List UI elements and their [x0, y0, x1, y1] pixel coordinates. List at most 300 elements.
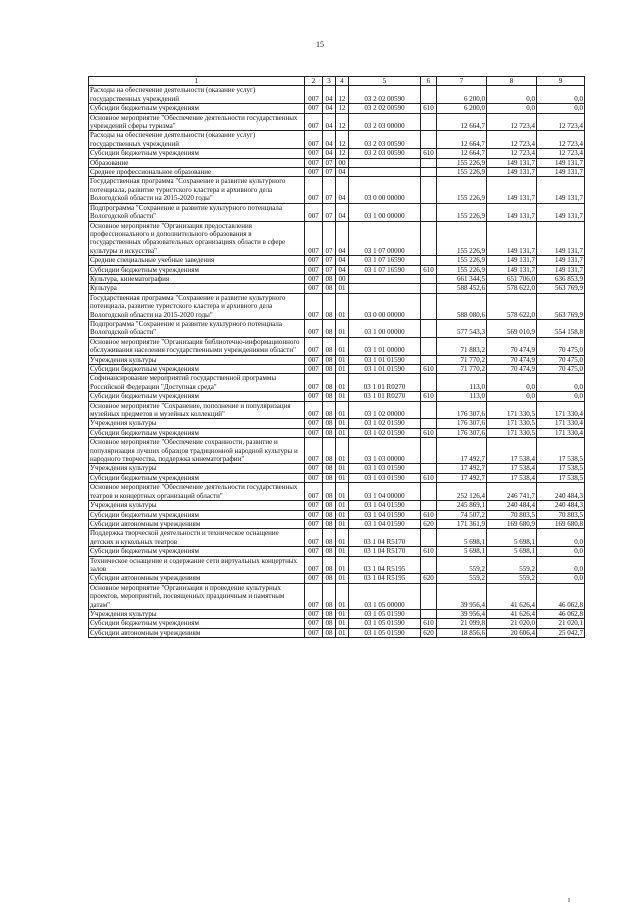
expense-type — [421, 556, 437, 574]
table-row — [89, 319, 585, 337]
amount-2019: 169 680,9 — [487, 519, 537, 528]
subsection-code: 01 — [336, 619, 349, 628]
table-row — [89, 113, 585, 131]
ministry-code: 007 — [305, 401, 323, 419]
ministry-code: 007 — [305, 177, 323, 203]
target-article: 03 0 00 00000 — [349, 293, 421, 319]
amount-2018: 12 664,7 — [437, 131, 487, 149]
amount-2019: 41 626,4 — [487, 583, 537, 609]
ministry-code: 007 — [305, 355, 323, 364]
expense-type — [421, 438, 437, 464]
header-cell: 8 — [487, 77, 537, 86]
target-article: 03 1 07 00000 — [349, 221, 421, 256]
amount-2019: 20 606,4 — [487, 628, 537, 637]
amount-2020: 46 062,8 — [537, 583, 585, 609]
table-row — [89, 628, 585, 637]
amount-2019: 70 803,5 — [487, 510, 537, 519]
expense-type — [421, 113, 437, 131]
target-article: 03 1 01 R0270 — [349, 374, 421, 392]
section-code: 08 — [323, 483, 336, 501]
table-row — [89, 464, 585, 473]
subsection-code: 01 — [336, 438, 349, 464]
subsection-code: 04 — [336, 177, 349, 203]
amount-2019: 651 706,0 — [487, 274, 537, 283]
section-code: 08 — [323, 574, 336, 583]
amount-2019: 5 698,1 — [487, 547, 537, 556]
amount-2020: 25 042,7 — [537, 628, 585, 637]
amount-2019: 21 020,0 — [487, 619, 537, 628]
target-article: 03 1 03 01590 — [349, 464, 421, 473]
ministry-code: 007 — [305, 131, 323, 149]
amount-2019: 569 010,9 — [487, 319, 537, 337]
subsection-code: 01 — [336, 473, 349, 482]
subsection-code: 01 — [336, 501, 349, 510]
name-cell: Софинансирование мероприятий государственной программы Российской Федерации "Доступная среда" — [89, 374, 305, 392]
subsection-code: 01 — [336, 464, 349, 473]
expense-type: 610 — [421, 265, 437, 274]
amount-2019: 240 484,4 — [487, 501, 537, 510]
section-code: 07 — [323, 265, 336, 274]
target-article: 03 2 03 00590 — [349, 131, 421, 149]
subsection-code: 01 — [336, 510, 349, 519]
target-article: 03 1 02 01590 — [349, 419, 421, 428]
amount-2018: 245 869,1 — [437, 501, 487, 510]
name-cell: Средние специальные учебные заведения — [89, 256, 305, 265]
target-article: 03 1 04 01590 — [349, 519, 421, 528]
amount-2018: 5 698,1 — [437, 547, 487, 556]
amount-2019: 149 131,7 — [487, 203, 537, 221]
section-code: 04 — [323, 113, 336, 131]
expense-type — [421, 177, 437, 203]
table-row — [89, 149, 585, 158]
expense-type — [421, 609, 437, 618]
amount-2019: 149 131,7 — [487, 256, 537, 265]
name-cell: Расходы на обеспечение деятельности (оказание услуг) государственных учреждений — [89, 131, 305, 149]
subsection-code: 01 — [336, 401, 349, 419]
amount-2019: 17 538,4 — [487, 464, 537, 473]
amount-2018: 71 770,2 — [437, 365, 487, 374]
name-cell: Субсидии бюджетным учреждениям — [89, 104, 305, 113]
amount-2020: 149 131,7 — [537, 221, 585, 256]
target-article: 03 2 02 00590 — [349, 86, 421, 104]
amount-2019: 149 131,7 — [487, 168, 537, 177]
expense-type — [421, 284, 437, 293]
table-row — [89, 438, 585, 464]
subsection-code: 01 — [336, 419, 349, 428]
table-row — [89, 619, 585, 628]
target-article — [349, 284, 421, 293]
ministry-code: 007 — [305, 574, 323, 583]
amount-2018: 113,0 — [437, 392, 487, 401]
section-code: 08 — [323, 428, 336, 437]
subsection-code: 04 — [336, 203, 349, 221]
section-code: 08 — [323, 355, 336, 364]
name-cell: Основное мероприятие "Организация предоставления профессионального и дополнительного образования в государственных образовательных организациях области в сфере культуры и искусства" — [89, 221, 305, 256]
amount-2019: 0,0 — [487, 104, 537, 113]
amount-2020: 0,0 — [537, 529, 585, 547]
subsection-code: 12 — [336, 86, 349, 104]
amount-2018: 5 698,1 — [437, 529, 487, 547]
table-row — [89, 501, 585, 510]
name-cell: Культура — [89, 284, 305, 293]
ministry-code: 007 — [305, 337, 323, 355]
section-code: 08 — [323, 628, 336, 637]
header-cell: 5 — [349, 77, 421, 86]
name-cell: Учреждения культуры — [89, 464, 305, 473]
amount-2018: 17 492,7 — [437, 473, 487, 482]
name-cell: Учреждения культуры — [89, 609, 305, 618]
expense-type — [421, 583, 437, 609]
page-number: 15 — [316, 40, 324, 49]
table-row — [89, 556, 585, 574]
name-cell: Расходы на обеспечение деятельности (оказание услуг) государственных учреждений — [89, 86, 305, 104]
name-cell: Основное мероприятие "Обеспечение деятельности государственных театров и концертных организаций области" — [89, 483, 305, 501]
name-cell: Образование — [89, 158, 305, 167]
section-code: 08 — [323, 519, 336, 528]
subsection-code: 01 — [336, 392, 349, 401]
expense-type: 620 — [421, 519, 437, 528]
section-code: 07 — [323, 221, 336, 256]
amount-2020: 0,0 — [537, 392, 585, 401]
amount-2019: 0,0 — [487, 374, 537, 392]
subsection-code: 01 — [336, 374, 349, 392]
subsection-code: 04 — [336, 256, 349, 265]
target-article: 03 1 01 R0270 — [349, 392, 421, 401]
amount-2020: 17 538,5 — [537, 473, 585, 482]
table-row — [89, 510, 585, 519]
expense-type: 610 — [421, 104, 437, 113]
amount-2019: 149 131,7 — [487, 158, 537, 167]
ministry-code: 007 — [305, 628, 323, 637]
target-article: 03 2 03 00590 — [349, 149, 421, 158]
expense-type — [421, 274, 437, 283]
ministry-code: 007 — [305, 438, 323, 464]
amount-2019: 12 723,4 — [487, 113, 537, 131]
amount-2018: 71 883,2 — [437, 337, 487, 355]
name-cell: Субсидии бюджетным учреждениям — [89, 265, 305, 274]
expense-type: 610 — [421, 149, 437, 158]
amount-2019: 5 698,1 — [487, 529, 537, 547]
subsection-code: 12 — [336, 149, 349, 158]
target-article — [349, 274, 421, 283]
amount-2020: 171 330,4 — [537, 401, 585, 419]
target-article: 03 1 01 01590 — [349, 365, 421, 374]
name-cell: Субсидии бюджетным учреждениям — [89, 149, 305, 158]
subsection-code: 04 — [336, 221, 349, 256]
section-code: 08 — [323, 583, 336, 609]
expense-type — [421, 221, 437, 256]
amount-2018: 155 226,9 — [437, 221, 487, 256]
section-code: 07 — [323, 177, 336, 203]
target-article: 03 2 02 00590 — [349, 104, 421, 113]
subsection-code: 12 — [336, 113, 349, 131]
expense-type — [421, 501, 437, 510]
amount-2020: 240 484,3 — [537, 483, 585, 501]
section-code: 08 — [323, 284, 336, 293]
ministry-code: 007 — [305, 104, 323, 113]
expense-type — [421, 464, 437, 473]
amount-2019: 0,0 — [487, 392, 537, 401]
amount-2019: 171 330,5 — [487, 419, 537, 428]
amount-2020: 70 803,5 — [537, 510, 585, 519]
table-row — [89, 337, 585, 355]
ministry-code: 007 — [305, 510, 323, 519]
corner-mark: I — [568, 898, 570, 904]
ministry-code: 007 — [305, 529, 323, 547]
amount-2020: 12 723,4 — [537, 113, 585, 131]
subsection-code: 01 — [336, 556, 349, 574]
ministry-code: 007 — [305, 149, 323, 158]
expense-type — [421, 86, 437, 104]
expense-type — [421, 319, 437, 337]
amount-2020: 149 131,7 — [537, 168, 585, 177]
amount-2018: 559,2 — [437, 556, 487, 574]
ministry-code: 007 — [305, 374, 323, 392]
budget-table — [88, 76, 585, 638]
ministry-code: 007 — [305, 203, 323, 221]
name-cell: Среднее профессиональное образование — [89, 168, 305, 177]
table-row — [89, 483, 585, 501]
amount-2019: 149 131,7 — [487, 177, 537, 203]
table-row — [89, 574, 585, 583]
amount-2020: 0,0 — [537, 556, 585, 574]
section-code: 08 — [323, 438, 336, 464]
name-cell: Субсидии бюджетным учреждениям — [89, 365, 305, 374]
name-cell: Основное мероприятие "Организация библиотечно-информационного обслуживания населения государственными учреждениями области" — [89, 337, 305, 355]
ministry-code: 007 — [305, 519, 323, 528]
name-cell: Поддержка творческой деятельности и техническое оснащение детских и кукольных театров — [89, 529, 305, 547]
table-row — [89, 274, 585, 283]
name-cell: Основное мероприятие "Сохранение, пополнение и популяризация музейных предметов и музейных коллекций" — [89, 401, 305, 419]
subsection-code: 04 — [336, 265, 349, 274]
expense-type: 610 — [421, 619, 437, 628]
amount-2019: 578 622,0 — [487, 284, 537, 293]
amount-2018: 176 307,6 — [437, 401, 487, 419]
amount-2018: 71 770,2 — [437, 355, 487, 364]
target-article: 03 1 04 R5195 — [349, 556, 421, 574]
section-code: 07 — [323, 203, 336, 221]
ministry-code: 007 — [305, 86, 323, 104]
section-code: 08 — [323, 556, 336, 574]
section-code: 08 — [323, 392, 336, 401]
amount-2020: 17 538,5 — [537, 438, 585, 464]
expense-type — [421, 374, 437, 392]
amount-2019: 70 474,9 — [487, 337, 537, 355]
name-cell: Основное мероприятие "Обеспечение сохранности, развитие и популяризация лучших образцов традиционной народной культуры и народного творчества, поддержка кинематографии" — [89, 438, 305, 464]
table-row — [89, 265, 585, 274]
amount-2019: 41 626,4 — [487, 609, 537, 618]
amount-2020: 70 475,0 — [537, 337, 585, 355]
name-cell: Учреждения культуры — [89, 419, 305, 428]
table-row — [89, 221, 585, 256]
table-row — [89, 203, 585, 221]
target-article: 03 1 07 16590 — [349, 265, 421, 274]
amount-2018: 155 226,9 — [437, 256, 487, 265]
amount-2020: 149 131,7 — [537, 265, 585, 274]
subsection-code: 01 — [336, 337, 349, 355]
amount-2018: 171 361,9 — [437, 519, 487, 528]
expense-type: 610 — [421, 547, 437, 556]
target-article — [349, 158, 421, 167]
table-row — [89, 293, 585, 319]
table-row — [89, 104, 585, 113]
subsection-code: 01 — [336, 483, 349, 501]
amount-2019: 149 131,7 — [487, 221, 537, 256]
expense-type: 620 — [421, 628, 437, 637]
target-article: 03 1 05 01590 — [349, 628, 421, 637]
table-header-row — [89, 77, 585, 86]
section-code: 08 — [323, 293, 336, 319]
amount-2018: 176 307,6 — [437, 428, 487, 437]
amount-2018: 176 307,6 — [437, 419, 487, 428]
table-row — [89, 547, 585, 556]
amount-2018: 113,0 — [437, 374, 487, 392]
expense-type — [421, 483, 437, 501]
amount-2020: 17 538,5 — [537, 464, 585, 473]
ministry-code: 007 — [305, 547, 323, 556]
amount-2018: 12 664,7 — [437, 113, 487, 131]
subsection-code: 04 — [336, 168, 349, 177]
subsection-code: 01 — [336, 609, 349, 618]
ministry-code: 007 — [305, 609, 323, 618]
section-code: 08 — [323, 609, 336, 618]
amount-2020: 149 131,7 — [537, 256, 585, 265]
target-article: 03 1 07 16590 — [349, 256, 421, 265]
table-row — [89, 177, 585, 203]
amount-2020: 0,0 — [537, 86, 585, 104]
header-cell: 2 — [305, 77, 323, 86]
section-code: 08 — [323, 274, 336, 283]
table-row — [89, 284, 585, 293]
ministry-code: 007 — [305, 483, 323, 501]
subsection-code: 01 — [336, 529, 349, 547]
target-article: 03 1 02 00000 — [349, 401, 421, 419]
ministry-code: 007 — [305, 284, 323, 293]
section-code: 08 — [323, 619, 336, 628]
amount-2019: 12 723,4 — [487, 149, 537, 158]
expense-type — [421, 168, 437, 177]
target-article: 03 1 02 01590 — [349, 428, 421, 437]
amount-2018: 155 226,9 — [437, 177, 487, 203]
subsection-code: 01 — [336, 355, 349, 364]
ministry-code: 007 — [305, 113, 323, 131]
target-article: 03 1 04 01590 — [349, 510, 421, 519]
amount-2020: 70 475,0 — [537, 355, 585, 364]
amount-2018: 661 344,5 — [437, 274, 487, 283]
amount-2020: 149 131,7 — [537, 177, 585, 203]
target-article: 03 1 05 01590 — [349, 619, 421, 628]
amount-2020: 12 723,4 — [537, 131, 585, 149]
amount-2018: 155 226,9 — [437, 203, 487, 221]
target-article: 03 1 04 00000 — [349, 483, 421, 501]
target-article: 03 1 04 R5170 — [349, 529, 421, 547]
expense-type: 610 — [421, 473, 437, 482]
amount-2018: 252 126,4 — [437, 483, 487, 501]
section-code: 08 — [323, 419, 336, 428]
section-code: 08 — [323, 501, 336, 510]
target-article: 03 0 00 00000 — [349, 177, 421, 203]
name-cell: Техническое оснащение и содержание сети виртуальных концертных залов — [89, 556, 305, 574]
amount-2019: 559,2 — [487, 556, 537, 574]
table-row — [89, 419, 585, 428]
table-row — [89, 529, 585, 547]
amount-2019: 149 131,7 — [487, 265, 537, 274]
subsection-code: 01 — [336, 319, 349, 337]
ministry-code: 007 — [305, 392, 323, 401]
amount-2020: 171 330,4 — [537, 428, 585, 437]
amount-2018: 588 452,6 — [437, 284, 487, 293]
ministry-code: 007 — [305, 256, 323, 265]
amount-2019: 578 622,0 — [487, 293, 537, 319]
amount-2018: 17 492,7 — [437, 464, 487, 473]
amount-2020: 0,0 — [537, 547, 585, 556]
ministry-code: 007 — [305, 464, 323, 473]
section-code: 07 — [323, 168, 336, 177]
target-article: 03 1 03 00000 — [349, 438, 421, 464]
name-cell: Субсидии бюджетным учреждениям — [89, 619, 305, 628]
subsection-code: 00 — [336, 158, 349, 167]
amount-2020: 21 020,1 — [537, 619, 585, 628]
name-cell: Учреждения культуры — [89, 355, 305, 364]
header-cell: 3 — [323, 77, 336, 86]
amount-2018: 559,2 — [437, 574, 487, 583]
header-cell: 1 — [89, 77, 305, 86]
subsection-code: 12 — [336, 131, 349, 149]
ministry-code: 007 — [305, 501, 323, 510]
amount-2018: 6 200,0 — [437, 104, 487, 113]
amount-2019: 171 330,5 — [487, 428, 537, 437]
target-article: 03 1 04 01590 — [349, 501, 421, 510]
name-cell: Подпрограмма "Сохранение и развитие культурного потенциала Вологодской области" — [89, 319, 305, 337]
amount-2018: 17 492,7 — [437, 438, 487, 464]
name-cell: Подпрограмма "Сохранение и развитие культурного потенциала Вологодской области" — [89, 203, 305, 221]
name-cell: Субсидии автономным учреждениям — [89, 519, 305, 528]
amount-2020: 169 680,8 — [537, 519, 585, 528]
amount-2020: 563 769,9 — [537, 284, 585, 293]
amount-2020: 0,0 — [537, 374, 585, 392]
name-cell: Государственная программа "Сохранение и развитие культурного потенциала, развитие туристского кластера и архивного дела Вологодской области на 2015-2020 годы" — [89, 293, 305, 319]
ministry-code: 007 — [305, 158, 323, 167]
name-cell: Субсидии бюджетным учреждениям — [89, 547, 305, 556]
target-article: 03 1 03 01590 — [349, 473, 421, 482]
section-code: 04 — [323, 86, 336, 104]
section-code: 07 — [323, 158, 336, 167]
section-code: 08 — [323, 464, 336, 473]
amount-2020: 0,0 — [537, 574, 585, 583]
header-cell: 7 — [437, 77, 487, 86]
expense-type — [421, 293, 437, 319]
amount-2019: 12 723,4 — [487, 131, 537, 149]
table-row — [89, 583, 585, 609]
section-code: 04 — [323, 131, 336, 149]
name-cell: Основное мероприятие "Организация и проведение культурных проектов, мероприятий, посвященных праздничным и памятным датам" — [89, 583, 305, 609]
subsection-code: 01 — [336, 365, 349, 374]
section-code: 08 — [323, 529, 336, 547]
section-code: 08 — [323, 547, 336, 556]
target-article: 03 1 00 00000 — [349, 203, 421, 221]
amount-2019: 17 538,4 — [487, 438, 537, 464]
ministry-code: 007 — [305, 473, 323, 482]
section-code: 04 — [323, 149, 336, 158]
target-article: 03 1 05 00000 — [349, 583, 421, 609]
amount-2018: 39 956,4 — [437, 583, 487, 609]
section-code: 04 — [323, 104, 336, 113]
name-cell: Субсидии автономным учреждениям — [89, 574, 305, 583]
amount-2018: 39 956,4 — [437, 609, 487, 618]
amount-2020: 12 723,4 — [537, 149, 585, 158]
table-row — [89, 401, 585, 419]
name-cell: Учреждения культуры — [89, 501, 305, 510]
